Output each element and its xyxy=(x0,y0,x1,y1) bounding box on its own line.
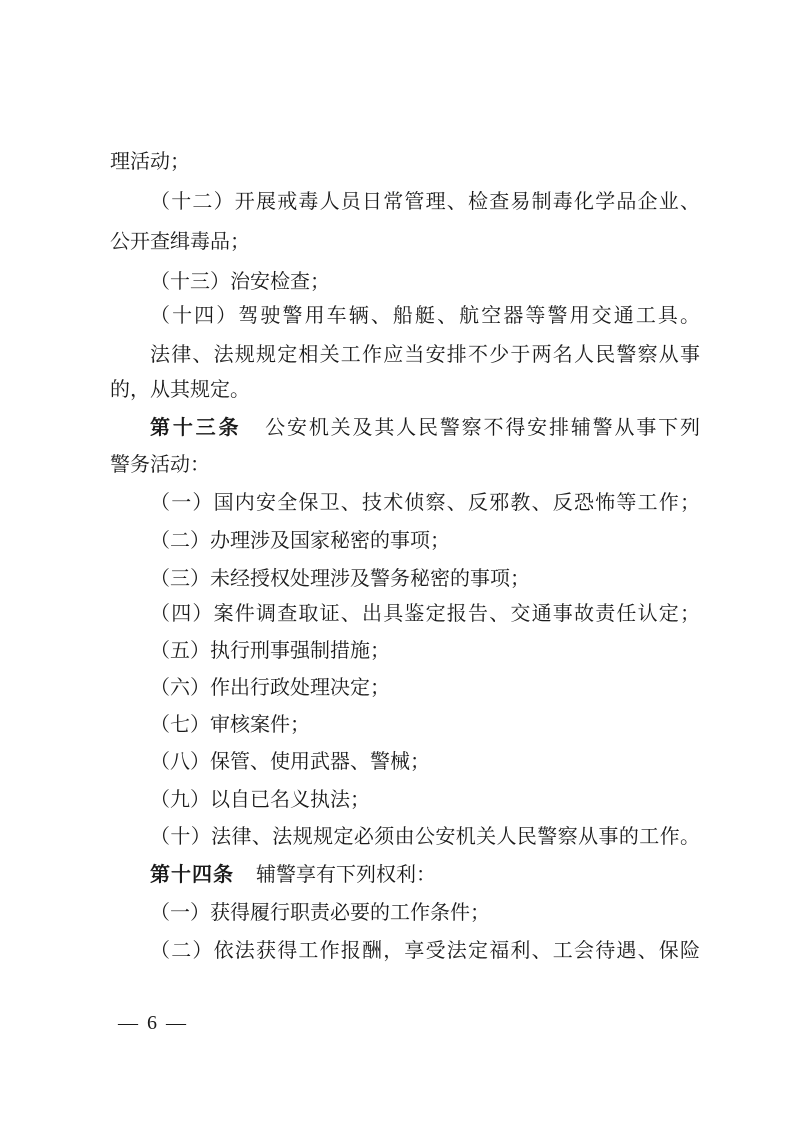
list-item: （一）国内安全保卫、技术侦察、反邪教、反恐怖等工作； xyxy=(150,490,700,514)
list-item: （三）未经授权处理涉及警务秘密的事项； xyxy=(150,566,530,590)
list-item: （一）获得履行职责必要的工作条件； xyxy=(150,900,490,924)
article-14-paragraph xyxy=(150,861,700,887)
article-14-text: 辅警享有下列权利： xyxy=(256,862,436,886)
text-line: 理活动； xyxy=(110,149,190,173)
article-13-heading: 第十三条 xyxy=(150,415,242,439)
page-number: — 6 — xyxy=(118,1012,188,1034)
article-14-heading: 第十四条 xyxy=(150,862,234,886)
list-item: （十）法律、法规规定必须由公安机关人民警察从事的工作。 xyxy=(150,824,700,848)
text-line: 公开查缉毒品； xyxy=(110,229,250,253)
text-line: 的，从其规定。 xyxy=(110,377,250,401)
list-item: （六）作出行政处理决定； xyxy=(150,675,390,699)
text-line: 法律、法规规定相关工作应当安排不少于两名人民警察从事 xyxy=(150,342,700,366)
list-item: （五）执行刑事强制措施； xyxy=(150,638,390,662)
article-13-text: 公安机关及其人民警察不得安排辅警从事下列 xyxy=(263,415,701,439)
list-item: （二）办理涉及国家秘密的事项； xyxy=(150,528,450,552)
list-item: （十三）治安检查； xyxy=(150,269,330,293)
list-item: （八）保管、使用武器、警械； xyxy=(150,749,430,773)
list-item: （十二）开展戒毒人员日常管理、检查易制毒化学品企业、 xyxy=(150,189,700,213)
list-item: （四）案件调查取证、出具鉴定报告、交通事故责任认定； xyxy=(150,601,700,625)
list-item: （十四）驾驶警用车辆、船艇、航空器等警用交通工具。 xyxy=(150,303,700,327)
list-item: （七）审核案件； xyxy=(150,712,310,736)
list-item: （二）依法获得工作报酬，享受法定福利、工会待遇、保险 xyxy=(150,938,700,962)
article-13-continuation: 警务活动： xyxy=(110,452,210,476)
article-13-paragraph xyxy=(150,414,700,440)
list-item: （九）以自已名义执法； xyxy=(150,787,370,811)
